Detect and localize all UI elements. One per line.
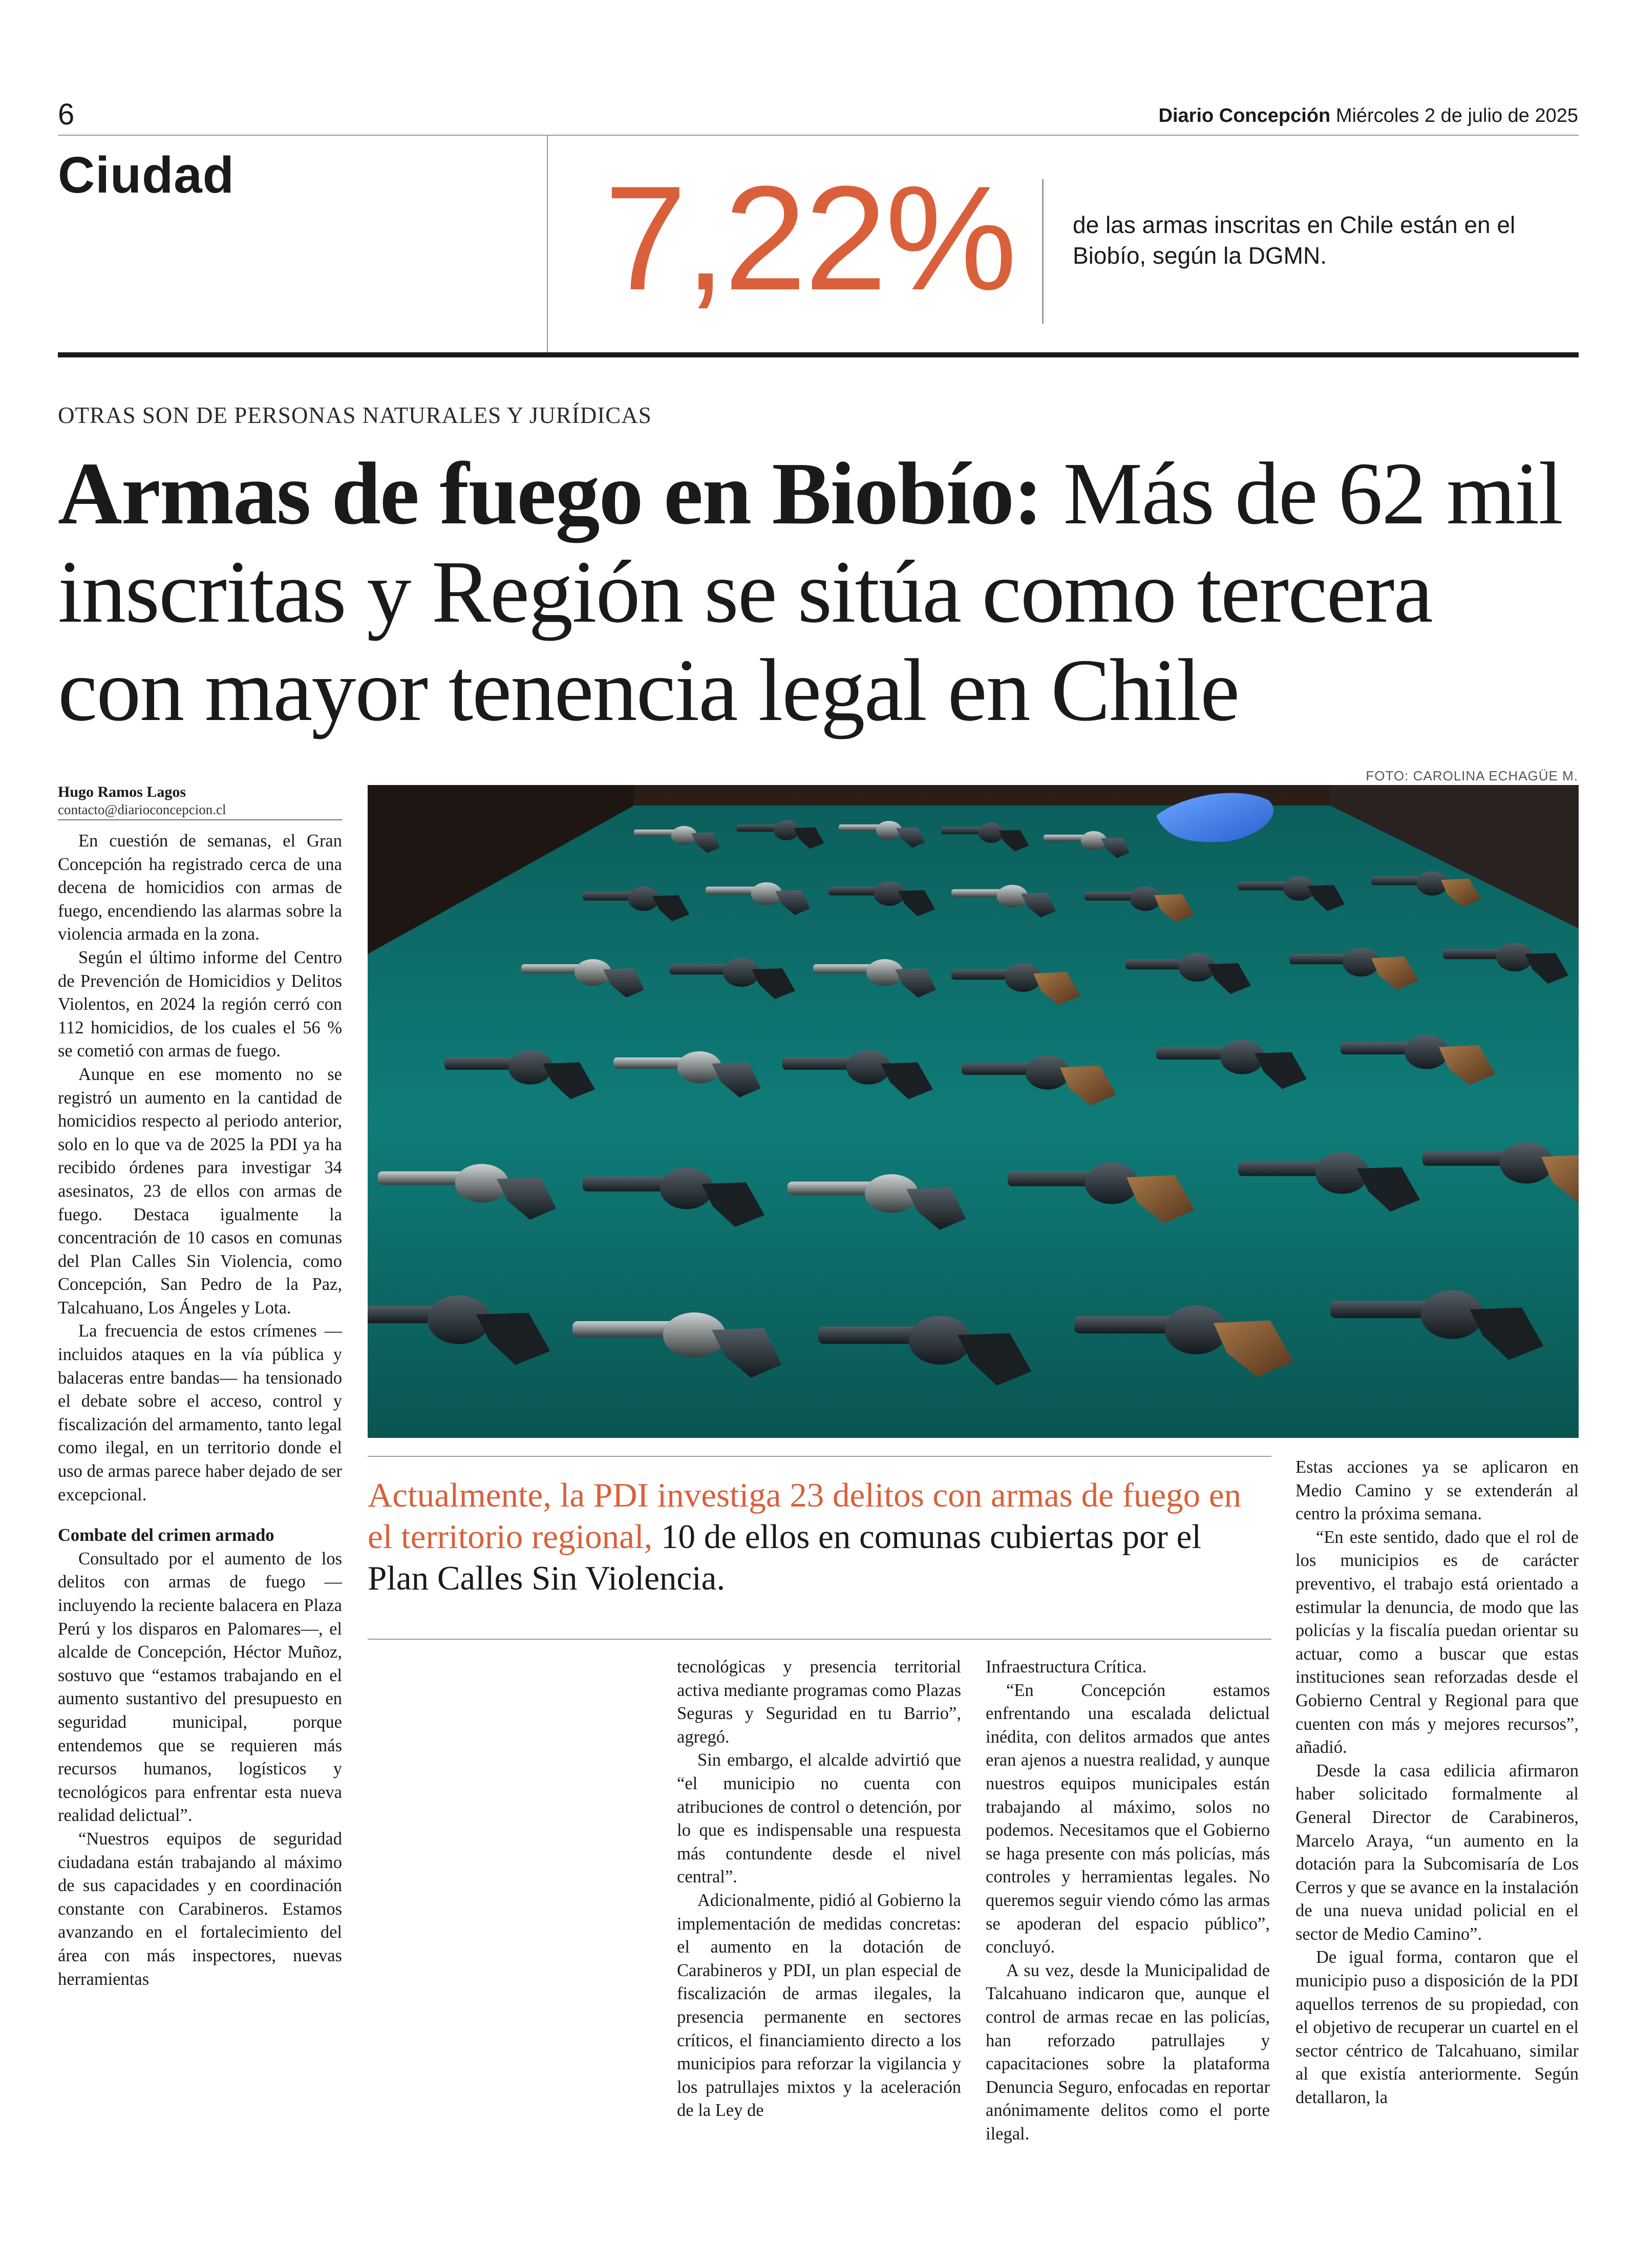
paragraph: De igual forma, contaron que el municipio puso a disposición de la PDI aquellos terrenos de su propiedad, con el objetivo de recuperar un cuartel en el sector céntrico de Talcahuano, similar al que existía anteriormente. Según detallaron, la xyxy=(1295,1947,1579,2108)
paragraph: Sin embargo, el alcalde advirtió que “el municipio no cuenta con atribuciones de control o detención, por lo que es indispensable una respuesta más contundente desde el nivel central”. xyxy=(677,1750,961,1887)
article-column-4 xyxy=(1295,1456,1579,2110)
stat-description: de las armas inscritas en Chile están en el Biobío, según la DGMN. xyxy=(1073,211,1516,269)
paragraph: tecnológicas y presencia territorial activa mediante programas como Plazas Seguras y Seguridad en tu Barrio”, agregó. xyxy=(677,1657,961,1747)
headline-bold: Armas de fuego en Biobío: xyxy=(58,444,1042,543)
section-label: Ciudad xyxy=(58,146,235,204)
author-email: contacto@diarioconcepcion.cl xyxy=(58,802,226,817)
pull-quote xyxy=(368,1475,1259,1599)
paragraph: Adicionalmente, pidió al Gobierno la implementación de medidas concretas: el aumento en la dotación de Carabineros y PDI, un plan especial de fiscalización de armas ilegales, la presencia permanente en sectores críticos, el financiamiento directo a los municipios para reforzar la vigilancia y los patrullajes mixtos y la aceleración de la Ley de xyxy=(677,1890,961,2121)
paragraph: Según el último informe del Centro de Prevención de Homicidios y Delitos Violentos, en 2024 la región cerró con 112 homicidios, de los cuales el 56 % se cometió con armas de fuego. xyxy=(58,947,342,1061)
article-headline xyxy=(58,444,1579,739)
headline-rest: Más de 62 mil inscritas y Región se sitúa como tercera con mayor tenencia legal en Chile xyxy=(58,444,1562,739)
pull-quote-accent: Actualmente, la PDI investiga 23 delitos con armas de fuego en el territorio regional, xyxy=(368,1476,1242,1556)
byline-rule xyxy=(58,819,342,820)
header-divider xyxy=(547,135,548,352)
article-kicker: OTRAS SON DE PERSONAS NATURALES Y JURÍDICAS xyxy=(58,402,652,428)
photo-credit: FOTO: CAROLINA ECHAGÜE M. xyxy=(1366,768,1578,783)
subheading: Combate del crimen armado xyxy=(58,1525,274,1545)
paragraph: La frecuencia de estos crímenes —incluidos ataques en la vía pública y balaceras entre bandas— ha tensionado el debate sobre el acceso, control y fiscalización del armamento, tanto legal como ilegal, en un territorio donde el uso de armas parece haber dejado de ser excepcional. xyxy=(58,1321,342,1504)
header-rule xyxy=(58,135,1579,136)
highlight-stat: 7,22% xyxy=(604,155,1015,321)
issue-date: Miércoles 2 de julio de 2025 xyxy=(1335,105,1578,126)
paragraph: Desde la casa edilicia afirmaron haber solicitado formalmente al General Director de Carabineros, Marcelo Araya, “un aumento en la dotación para la Subcomisaría de Los Cerros y que se avance en la instalación de una nueva unidad policial en el sector de Medio Camino”. xyxy=(1295,1761,1579,1944)
pull-quote-rule-bottom xyxy=(368,1639,1271,1640)
stat-divider xyxy=(1042,179,1044,324)
header-bottom-rule xyxy=(58,352,1579,357)
article-column-3 xyxy=(986,1656,1270,2146)
paragraph: En cuestión de semanas, el Gran Concepción ha registrado cerca de una decena de homicidios con armas de fuego, encendiendo las alarmas sobre la violencia armada en la zona. xyxy=(58,831,342,944)
article-photo xyxy=(368,785,1579,1438)
paragraph: “En este sentido, dado que el rol de los municipios es de carácter preventivo, el trabajo está orientado a estimular la denuncia, de modo que las policías y la fiscalía puedan orientar su actuar, como a buscar que estas instituciones sean reforzadas desde el Gobierno Central y Regional para que cuenten con más y mejores recursos”, añadió. xyxy=(1295,1527,1579,1757)
author-name: Hugo Ramos Lagos xyxy=(58,783,186,800)
masthead xyxy=(1159,105,1578,127)
pull-quote-rest: 10 de ellos en comunas cubiertas por el Plan Calles Sin Violencia. xyxy=(368,1518,1201,1597)
page-number: 6 xyxy=(58,98,75,131)
paragraph: “En Concepción estamos enfrentando una escalada delictual inédita, con delitos armados que antes eran ajenos a nuestra realidad, y aunque nuestros equipos municipales están trabajando al máximo, solos no podemos. Necesitamos que el Gobierno se haga presente con más policías, más controles y herramientas legales. No queremos seguir viendo cómo las armas se apoderan del espacio público”, concluyó. xyxy=(986,1680,1270,1957)
pull-quote-rule-top xyxy=(368,1456,1271,1457)
paragraph: Infraestructura Crítica. xyxy=(986,1657,1147,1677)
paragraph: Consultado por el aumento de los delitos con armas de fuego —incluyendo la reciente balacera en Plaza Perú y los disparos en Palomares—, el alcalde de Concepción, Héctor Muñoz, sostuvo que “estamos trabajando en el aumento sustantivo del presupuesto en seguridad municipal, porque entendemos que se requieren más recursos humanos, logísticos y tecnológicos para enfrentar esta nueva realidad delictual”. xyxy=(58,1549,342,1826)
article-column-1 xyxy=(58,830,342,2135)
paragraph: Aunque en ese momento no se registró un aumento en la cantidad de homicidios respecto al periodo anterior, solo en lo que va de 2025 la PDI ya ha recibido órdenes para investigar 34 asesinatos, 23 de ellos con armas de fuego. Destaca igualmente la concentración de 10 casos en comunas del Plan Calles Sin Violencia, como Concepción, San Pedro de la Paz, Talcahuano, Los Ángeles y Lota. xyxy=(58,1064,342,1318)
paragraph: Estas acciones ya se aplicaron en Medio Camino y se extenderán al centro la próxima semana. xyxy=(1295,1457,1579,1524)
paragraph: “Nuestros equipos de seguridad ciudadana están trabajando al máximo de sus capacidades y en coordinación constante con Carabineros. Estamos avanzando en el fortalecimiento del área con más inspectores, nuevas herramientas xyxy=(58,1829,342,1989)
paragraph: A su vez, desde la Municipalidad de Talcahuano indicaron que, aunque el control de armas recae en las policías, han reforzado patrullajes y capacitaciones sobre la plataforma Denuncia Seguro, enfocadas en reportar anónimamente delitos como el porte ilegal. xyxy=(986,1960,1270,2144)
article-column-2 xyxy=(677,1656,961,2123)
publication-name: Diario Concepción xyxy=(1158,105,1331,126)
